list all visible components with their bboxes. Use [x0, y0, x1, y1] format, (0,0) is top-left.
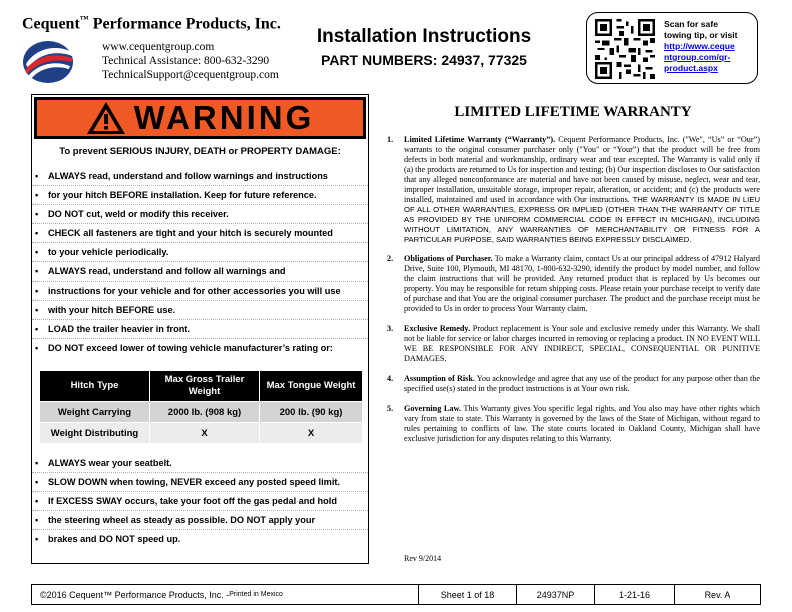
qr-product-link[interactable]: http://www.ceque ntgroup.com/qr- product.aspx — [664, 41, 735, 73]
warranty-clause: 3. Exclusive Remedy. Product replacement is Your sole and exclusive remedy under this Warranty. We shall not be liable for service or labor charges incurred in removing or replacing a product. IN NO EVENT WILL WE BE RESPONSIBLE FOR ANY INDIRECT, SPECIAL, CONSEQUENTIAL OR PUNITIVE DAMAGES. — [387, 324, 760, 364]
warranty-clause: 5. Governing Law. This Warranty gives You specific legal rights, and You also may have other rights which vary from state to state. This Warranty is governed by the laws of the State of Michigan, without regard to rules pertaining to conflicts of law. The state courts located in Oakland County, Michigan shall have exclusive jurisdiction for any disputes relating to this Warranty. — [387, 403, 760, 443]
warning-panel — [31, 94, 369, 564]
warning-item: • If EXCESS SWAY occurs, take your foot off the gas pedal and hold — [32, 491, 368, 510]
footer-part-number: 24937NP — [516, 585, 594, 604]
warranty-clause: 2. Obligations of Purchaser. To make a Warranty claim, contact Us at our principal address of 47912 Halyard Drive, Suite 100, Plymouth, MI 48170, 1-800-632-3290, identify the product by model number, and follow the claim instructions that will be provided. Any returned product that is replaced by Us becomes our property. You may be responsible for return shipping costs. Please retain your purchase receipt to verify date of purchase and that You are the original consumer purchaser. The product and the purchase receipt must be provided to Us in order to process Your Warranty claim. — [387, 254, 760, 314]
table-header-row — [40, 371, 363, 402]
warning-item: • ALWAYS wear your seatbelt. — [32, 454, 368, 472]
warning-list-secondary — [32, 454, 368, 548]
footer-sheet: Sheet 1 of 18 — [418, 585, 516, 604]
footer-copyright: ©2016 Cequent™ Performance Products, Inc. - Printed in Mexico — [40, 589, 283, 600]
warning-item: • ALWAYS read, understand and follow warnings and instructions — [32, 167, 368, 185]
qr-code-icon[interactable] — [595, 19, 655, 79]
warranty-section — [386, 104, 760, 454]
tech-support-email[interactable]: TechnicalSupport@cequentgroup.com — [102, 69, 279, 81]
footer-date: 1-21-16 — [594, 585, 674, 604]
warning-item: • brakes and DO NOT speed up. — [32, 529, 368, 548]
website-link[interactable]: www.cequentgroup.com — [102, 41, 215, 53]
warning-item: • CHECK all fasteners are tight and your hitch is securely mounted — [32, 223, 368, 242]
warning-item: • for your hitch BEFORE installation. Keep for future reference. — [32, 185, 368, 204]
qr-callout — [586, 12, 758, 84]
warning-title: WARNING — [133, 99, 315, 136]
table-row — [40, 423, 363, 444]
table-cell: 200 lb. (90 kg) — [260, 402, 363, 423]
page-title: Installation Instructions — [316, 26, 532, 47]
table-header: Hitch Type — [40, 371, 150, 402]
warning-item: • to your vehicle periodically. — [32, 242, 368, 261]
warranty-clause: 4. Assumption of Risk. You acknowledge and agree that any use of the product for any purpose other than the specified use(s) stated in the product instructions is at Your own risk. — [387, 374, 760, 393]
warning-intro: To prevent SERIOUS INJURY, DEATH or PROPERTY DAMAGE: — [59, 146, 341, 157]
warning-triangle-icon — [86, 101, 126, 135]
table-cell: X — [150, 423, 260, 444]
table-cell: X — [260, 423, 363, 444]
warning-item: • DO NOT cut, weld or modify this receiver. — [32, 204, 368, 223]
table-row — [40, 402, 363, 423]
warning-item: • with your hitch BEFORE use. — [32, 300, 368, 319]
revision-note: Rev 9/2014 — [404, 554, 442, 563]
warranty-clause: 1. Limited Lifetime Warranty (“Warranty”). Cequent Performance Products, Inc. ("We", “Us” or “Our”) warrants to the original consumer purchaser only ("You" or “Your”) that the product will be free from defects in both material and workmanship, ordinary wear and tear excepted. The Warranty is valid only if (a) the products are returned to Us for inspection and testing; (b) Our inspection discloses to Our satisfaction that any alleged nonconformance are material and have not been caused by misuse, neglect, wear and tear, improper installation, unsuitable storage, improper repair, alteration, or accident; and (c) the products were installed, maintained and used in accordance with Our instructions. THE WARRANTY IS MADE IN LIEU OF ALL OTHER WARRANTIES, EXPRESS OR IMPLIED (OTHER THAN THE WARRANTY OF TITLE AS PROVIDED BY THE UNIFORM COMMERCIAL CODE IN EFFECT IN MICHIGAN), INCLUDING WITHOUT LIMITATION, ANY WARRANTIES OF MERCHANTABILITY OR FITNESS FOR A PARTICULAR PURPOSE, SAID WARRANTIES BEING EXPRESSLY DISCLAIMED. — [387, 135, 760, 244]
tech-assist-phone: Technical Assistance: 800-632-3290 — [102, 55, 270, 67]
company-name: Cequent™ Performance Products, Inc. — [22, 14, 281, 33]
table-cell: 2000 lb. (908 kg) — [150, 402, 260, 423]
warning-list — [32, 167, 368, 357]
qr-instructions: Scan for safe towing tip, or visit http://www.ceque ntgroup.com/qr- product.aspx — [664, 19, 754, 74]
installation-heading — [306, 26, 542, 68]
warning-item: • SLOW DOWN when towing, NEVER exceed any posted speed limit. — [32, 472, 368, 491]
footer-bar — [31, 584, 761, 605]
table-header: Max Gross Trailer Weight — [150, 371, 260, 402]
warning-item: • the steering wheel as steady as possible. DO NOT apply your — [32, 510, 368, 529]
table-cell: Weight Carrying — [40, 402, 150, 423]
company-block — [22, 14, 302, 33]
warning-item: • DO NOT exceed lower of towing vehicle manufacturer’s rating or: — [32, 338, 368, 357]
contact-info — [102, 40, 279, 82]
part-numbers: PART NUMBERS: 24937, 77325 — [321, 52, 527, 68]
hitch-rating-table — [39, 370, 363, 444]
warning-item: • instructions for your vehicle and for other accessories you will use — [32, 281, 368, 300]
cequent-logo-icon — [22, 40, 74, 84]
warning-banner — [34, 97, 366, 139]
warning-item: • LOAD the trailer heavier in front. — [32, 319, 368, 338]
footer-revision: Rev. A — [674, 585, 760, 604]
table-header: Max Tongue Weight — [260, 371, 363, 402]
table-cell: Weight Distributing — [40, 423, 150, 444]
warranty-title: LIMITED LIFETIME WARRANTY — [454, 104, 692, 120]
warning-item: • ALWAYS read, understand and follow all warnings and — [32, 261, 368, 280]
